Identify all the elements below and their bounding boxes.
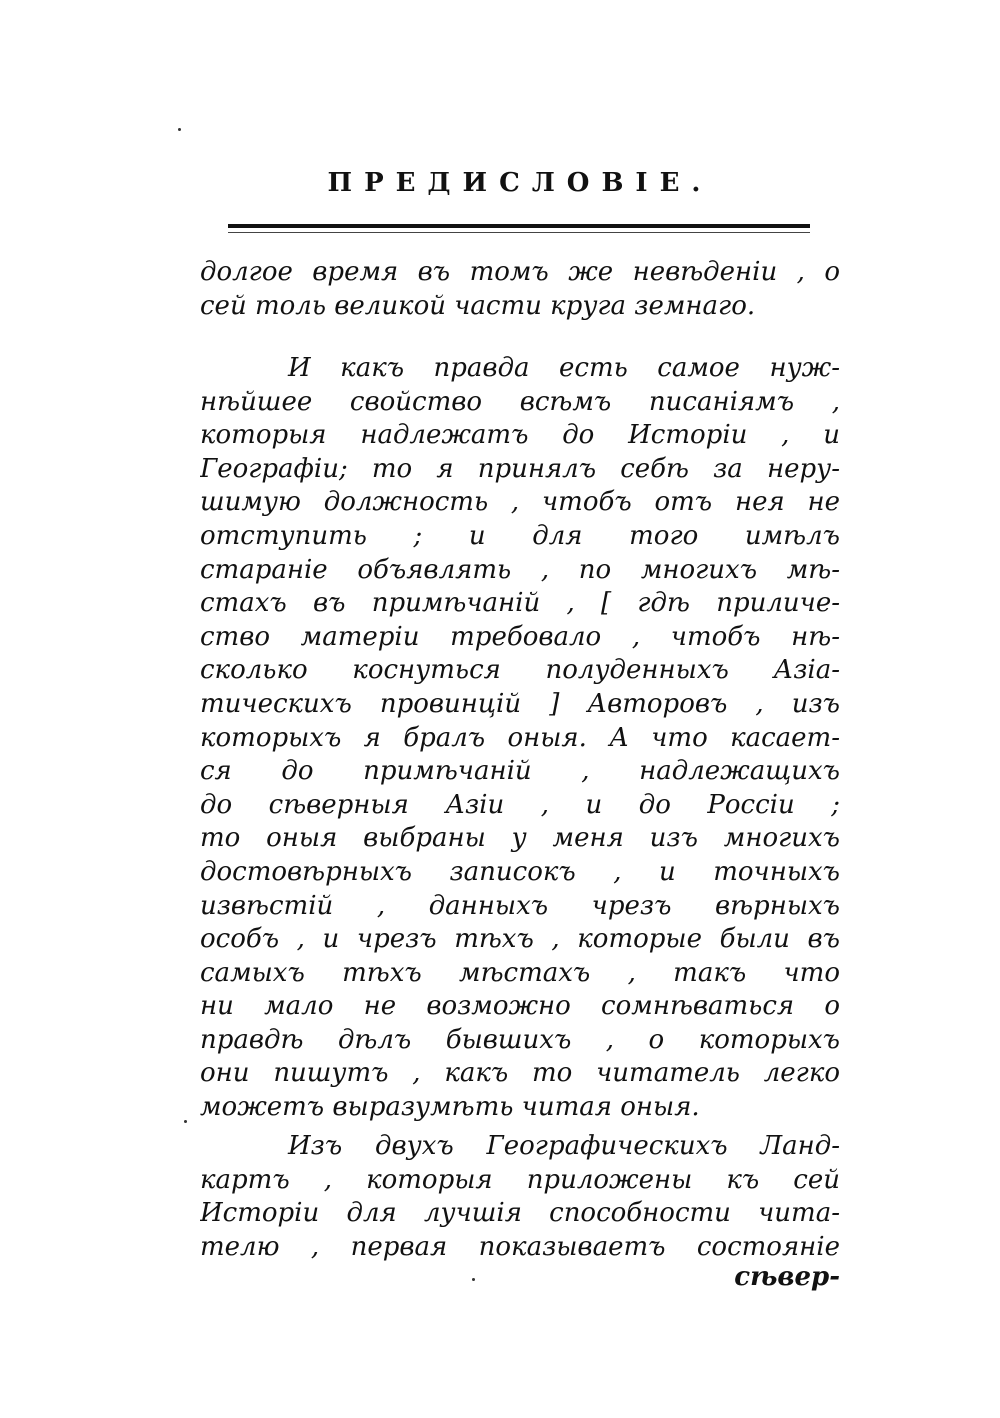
text-line: сей толь великой части круга земнаго. bbox=[200, 290, 756, 321]
text-line: правдѣ дѣлъ бывшихъ , о которыхъ bbox=[200, 1024, 840, 1055]
text-line: ся до примѣчаній , надлежащихъ bbox=[200, 756, 840, 787]
print-speck bbox=[472, 1278, 475, 1281]
catchword: сѣвер- bbox=[734, 1262, 840, 1292]
text-line: ни мало не возможно сомнѣваться о bbox=[200, 991, 840, 1022]
text-line: тическихъ провинцій ] Авторовъ , изъ bbox=[200, 688, 840, 719]
text-line: достовѣрныхъ записокъ , и точныхъ bbox=[200, 856, 840, 887]
text-line: они пишутъ , какъ то читатель легко bbox=[200, 1058, 840, 1089]
text-line: телю , первая показываетъ состояніе bbox=[200, 1231, 840, 1262]
text-line: стараніе объявлять , по многихъ мѣ- bbox=[200, 554, 840, 585]
text-line: можетъ выразумѣть читая оныя. bbox=[200, 1092, 700, 1123]
paragraph-continuation bbox=[200, 256, 840, 323]
text-line: Географіи; то я принялъ себѣ за неру- bbox=[200, 453, 840, 484]
paragraph-truthfulness bbox=[200, 352, 840, 1125]
text-line: которыхъ я бралъ оныя. А что касает- bbox=[200, 722, 840, 753]
text-line: сколько коснуться полуденныхъ Азіа- bbox=[200, 655, 840, 686]
text-line: Изъ двухъ Географическихъ Ланд- bbox=[288, 1131, 840, 1161]
text-line: Исторіи для лучшія способности чита- bbox=[200, 1198, 840, 1229]
text-line: то оныя выбраны у меня изъ многихъ bbox=[200, 823, 840, 854]
running-head: ПРЕДИСЛОВІЕ. bbox=[327, 168, 713, 198]
text-line: стахъ въ примѣчаній , [ гдѣ приличе- bbox=[200, 588, 840, 619]
text-line: нѣйшее свойство всѣмъ писаніямъ , bbox=[200, 386, 840, 417]
print-speck bbox=[184, 1120, 187, 1123]
text-line: долгое время въ томъ же невѣденіи , о bbox=[200, 257, 840, 287]
paragraph-maps bbox=[200, 1130, 840, 1264]
text-line: особъ , и чрезъ тѣхъ , которые были въ bbox=[200, 924, 840, 955]
text-line: картъ , которыя приложены къ сей bbox=[200, 1164, 840, 1195]
text-line: ство матеріи требовало , чтобъ нѣ- bbox=[200, 621, 840, 652]
text-line: самыхъ тѣхъ мѣстахъ , такъ что bbox=[200, 957, 840, 988]
text-line: отступить ; и для того имѣлъ bbox=[200, 520, 840, 551]
text-line: шимую должность , чтобъ отъ нея не bbox=[200, 487, 840, 518]
print-speck bbox=[178, 128, 181, 131]
header-rule bbox=[228, 224, 810, 228]
text-line: до сѣверныя Азіи , и до Россіи ; bbox=[200, 789, 840, 820]
text-line: которыя надлежатъ до Исторіи , и bbox=[200, 420, 840, 451]
text-line: И какъ правда есть самое нуж- bbox=[288, 353, 840, 383]
text-line: извѣстій , данныхъ чрезъ вѣрныхъ bbox=[200, 890, 840, 921]
